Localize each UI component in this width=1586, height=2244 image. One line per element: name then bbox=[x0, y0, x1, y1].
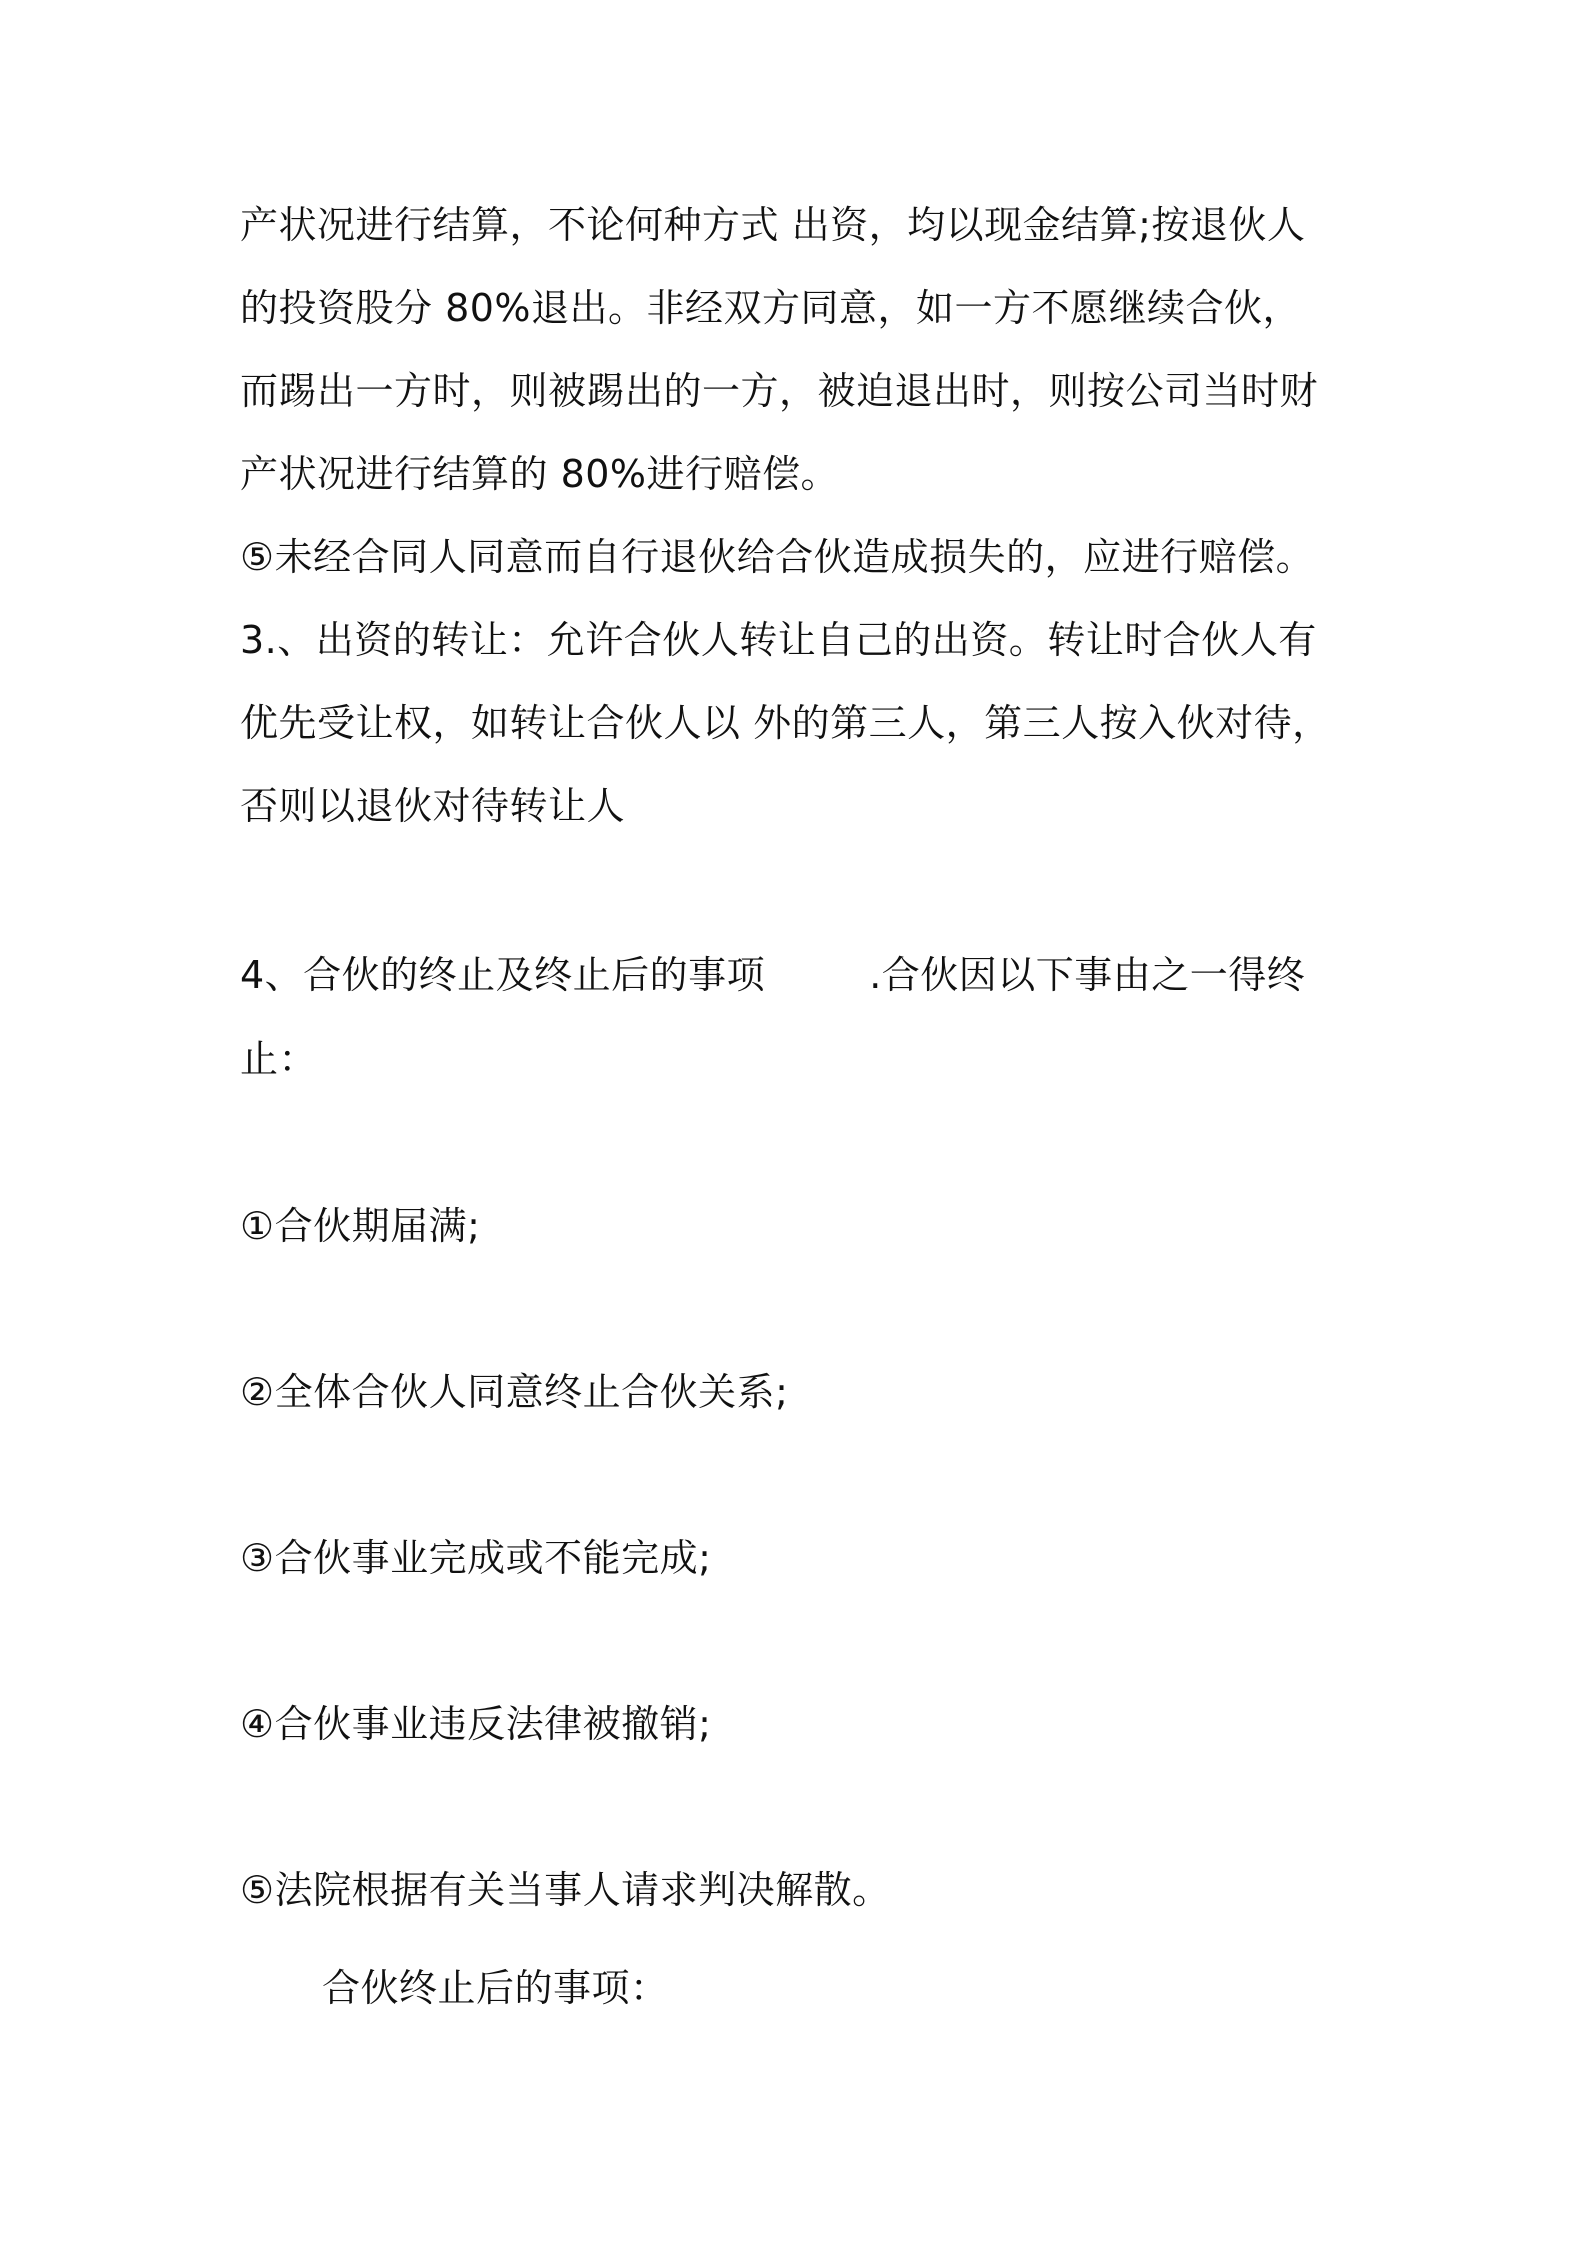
paragraph-line: 的投资股分 80%退出。非经双方同意，如一方不愿继续合伙， bbox=[240, 286, 1302, 330]
paragraph-line: 否则以退伙对待转让人 bbox=[240, 784, 626, 828]
paragraph-line: 优先受让权，如转让合伙人以 外的第三人，第三人按入伙对待， bbox=[240, 701, 1331, 745]
list-item: ⑤法院根据有关当事人请求判决解散。 bbox=[240, 1868, 891, 1912]
list-item: ④合伙事业违反法律被撤销; bbox=[240, 1702, 712, 1746]
after-termination-heading: 合伙终止后的事项： bbox=[322, 1966, 669, 2010]
paragraph-line: 产状况进行结算的 80%进行赔偿。 bbox=[240, 452, 840, 496]
paragraph-line: 而踢出一方时，则被踢出的一方，被迫退出时，则按公司当时财 bbox=[240, 369, 1319, 413]
list-item: ①合伙期届满; bbox=[240, 1204, 481, 1248]
clause-5-line: ⑤未经合同人同意而自行退伙给合伙造成损失的，应进行赔偿。 bbox=[240, 535, 1315, 579]
paragraph-line: 产状况进行结算，不论何种方式 出资，均以现金结算;按退伙人 bbox=[240, 203, 1306, 247]
list-item: ②全体合伙人同意终止合伙关系; bbox=[240, 1370, 789, 1414]
section-4-heading: 4、合伙的终止及终止后的事项 bbox=[240, 953, 766, 997]
section-4-heading-line bbox=[240, 950, 1305, 1000]
section-3-line: 3.、出资的转让：允许合伙人转让自己的出资。转让时合伙人有 bbox=[240, 618, 1317, 662]
section-4-continuation: 止： bbox=[240, 1037, 318, 1081]
list-item: ③合伙事业完成或不能完成; bbox=[240, 1536, 712, 1580]
section-4-text: .合伙因以下事由之一得终 bbox=[869, 953, 1306, 997]
